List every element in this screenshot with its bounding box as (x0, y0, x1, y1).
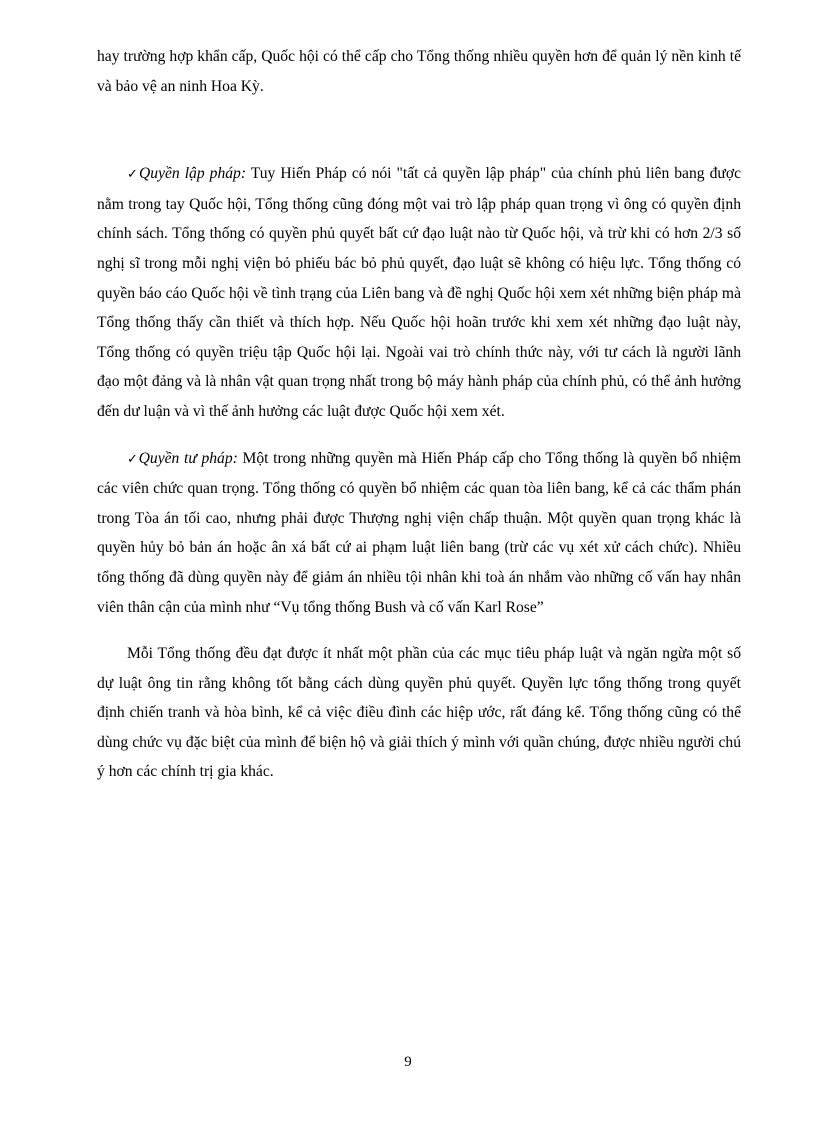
check-icon: ✓ (127, 451, 139, 467)
paragraph-judicial-power (97, 444, 741, 623)
paragraph-legislative-power (97, 159, 741, 426)
spacer (97, 427, 741, 444)
page-number: 9 (404, 1054, 412, 1070)
section-heading-legislative: Quyền lập pháp: (139, 165, 247, 183)
check-icon: ✓ (127, 167, 140, 183)
paragraph-body: Tuy Hiến Pháp có nói "tất cả quyền lập pháp" của chính phủ liên bang được nằm trong tay Quốc hội, Tổng thống cũng đóng một vai trò lập pháp quan trọng vì ông có quyền định chính sách. Tổng thống có quyền phủ quyết bất cứ đạo luật nào từ Quốc hội, và trừ khi có hơn 2/3 số nghị sĩ trong mỗi nghị viện bỏ phiếu bác bỏ phủ quyết, đạo luật sẽ không có hiệu lực. Tổng thống có quyền báo cáo Quốc hội về tình trạng của Liên bang và đề nghị Quốc hội xem xét những biện pháp mà Tổng thống thấy cần thiết và thích hợp. Nếu Quốc hội hoãn trước khi xem xét những đạo luật này, Tổng thống có quyền triệu tập Quốc hội lại. Ngoài vai trò chính thức này, với tư cách là người lãnh đạo một đảng và là nhân vật quan trọng nhất trong bộ máy hành pháp của chính phủ, có thể ảnh hưởng đến dư luận và vì thế ảnh hưởng các luật được Quốc hội xem xét. (97, 165, 741, 420)
paragraph-body: Một trong những quyền mà Hiến Pháp cấp cho Tổng thống là quyền bổ nhiệm các viên chức quan trọng. Tổng thống có quyền bổ nhiệm các quan tòa liên bang, kể cả các thẩm phán trong Tòa án tối cao, nhưng phải được Thượng nghị viện chấp thuận. Một quyền quan trọng khác là quyền hủy bỏ bản án hoặc ân xá bất cứ ai phạm luật liên bang (trừ các vụ xét xử cách chức). Nhiều tổng thống đã dùng quyền này để giảm án nhiều tội nhân khi toà án nhắm vào những cố vấn hay nhân viên thân cận của mình như “Vụ tổng thống Bush và cố vấn Karl Rose” (97, 449, 741, 616)
spacer (97, 101, 741, 159)
spacer (97, 622, 741, 639)
paragraph-continuation: hay trường hợp khẩn cấp, Quốc hội có thể cấp cho Tổng thống nhiều quyền hơn để quản lý nền kinh tế và bảo vệ an ninh Hoa Kỳ. (97, 48, 741, 95)
paragraph-summary: Mỗi Tổng thống đều đạt được ít nhất một phần của các mục tiêu pháp luật và ngăn ngừa một số dự luật ông tin rằng không tốt bằng cách dùng quyền phủ quyết. Quyền lực tổng thống trong quyết định chiến tranh và hòa bình, kể cả việc điều đình các hiệp ước, rất đáng kể. Tổng thống cũng có thể dùng chức vụ đặc biệt của mình để biện hộ và giải thích ý mình với quần chúng, được nhiều người chú ý hơn các chính trị gia khác. (97, 645, 741, 781)
section-heading-judicial: Quyền tư pháp: (138, 449, 238, 467)
document-page (97, 42, 741, 787)
